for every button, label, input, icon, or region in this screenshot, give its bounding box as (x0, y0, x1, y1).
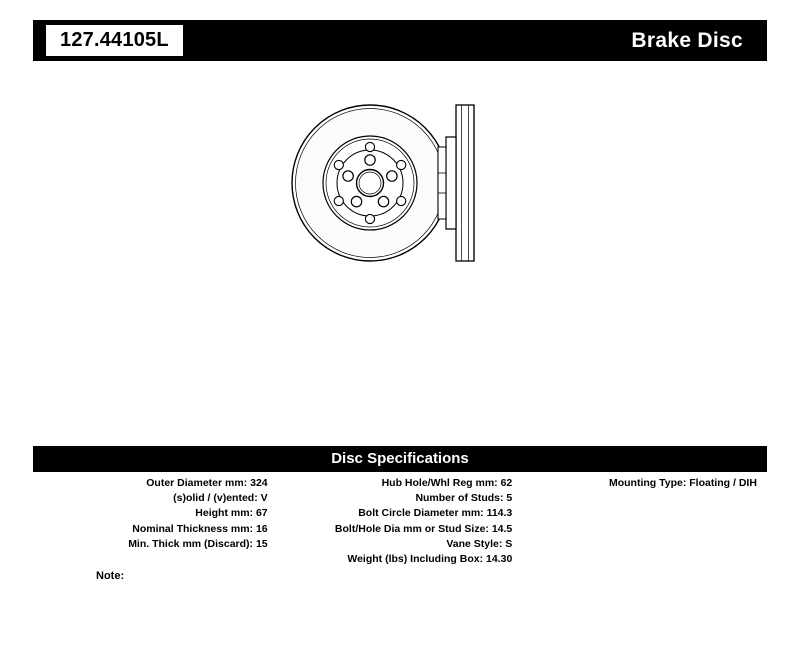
spec-item: Number of Studs: 5 (415, 492, 513, 505)
spec-item: Hub Hole/Whl Reg mm: 62 (381, 477, 513, 489)
page-title: Brake Disc (631, 28, 743, 52)
spec-item: Min. Thick mm (Discard): 15 (128, 537, 268, 550)
rotor-diagram (250, 95, 550, 285)
spec-item: Nominal Thickness mm: 16 (132, 522, 268, 535)
spec-columns (33, 476, 767, 567)
note-label: Note: (96, 570, 125, 582)
product-drawing (250, 95, 550, 285)
spec-section-title: Disc Specifications (33, 446, 767, 472)
spec-item: Bolt/Hole Dia mm or Stud Size: 14.5 (334, 522, 513, 535)
spec-item: Height mm: 67 (195, 507, 268, 520)
rotor-face-view (292, 105, 448, 261)
spec-item: Weight (lbs) Including Box: 14.30 (347, 553, 513, 566)
header-bar (33, 20, 767, 61)
spec-item: Outer Diameter mm: 324 (146, 477, 268, 489)
spec-column-left (33, 476, 278, 567)
spec-column-right (522, 476, 767, 567)
spec-item: (s)olid / (v)ented: V (173, 492, 268, 505)
spec-item: Bolt Circle Diameter mm: 114.3 (358, 507, 513, 520)
spec-column-middle (278, 476, 523, 567)
spec-item: Vane Style: S (446, 537, 513, 550)
spec-item: Mounting Type: Floating / DIH (608, 477, 757, 489)
part-number: 127.44105L (46, 25, 183, 56)
rotor-edge-view (438, 105, 474, 261)
